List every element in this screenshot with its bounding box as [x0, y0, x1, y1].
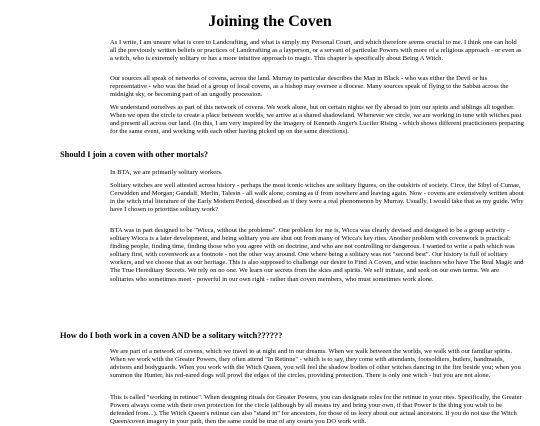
section-heading: How do I both work in a coven AND be a solitary witch?????? [60, 331, 283, 340]
intro-paragraph: Our sources all speak of networks of covens, across the land. Murray in particular describes the Man in Black - who was either the Devil or his representative - who was the head of a group of local covens, as a bishop may oversee a diocese. Many sources speak of flying to the Sabbat across the midnight sky, or becoming part of an ungodly procession. [110, 75, 509, 99]
section-paragraph: Solitary witches are well attested across history - perhaps the most iconic witches are solitary figures, on the outskirts of society. Circe, the Sibyl of Cumae, Cerwidden and Morgan; Gandalf, Merlin, Talesin - all walk alone, coming as if from nowhere and leaving again. Now - covens are extensively written about in the witch trial literature of the Early Modern Period, described as if they were a real phenomenon by Murray. Usually, I would take that as my guide. Why have I chosen to prioritise solitary work? [110, 182, 524, 214]
section-paragraph: In BTA, we are primarily solitary workers. [110, 169, 223, 176]
intro-paragraph: We understand ourselves as part of this network of covens. We work alone, but on certain nights we fly abroad to join our spirits and siblings all together. When we open the circle to create a place between worlds, we arrive at a shared shadowland. Whenever we circle, we are working in tune with witches past and present all across our land. (In this, I am very inspired by the imagery of Kenneth Anger's Lucifer Rising - which shows different practicioners preparing for the same event, and working with each other having picked up on the same directions). [110, 104, 524, 136]
intro-paragraph: As I write, I am unsure what is core to Landcrafting, and what is simply my Personal Court, and which therefore seems crucial to me. I think one can hold all the previously written beliefs or practices of Landcrafting as a layperson, or a servant of particular Powers with more of a religious approach - or even as a witch, who is extremely solitary or has a more intuitive approach to magic. This chapter is specifically about Being A Witch. [110, 39, 522, 63]
page-title: Joining the Coven [208, 13, 332, 30]
section-heading: Should I join a coven with other mortals? [60, 150, 209, 159]
section-paragraph: We are part of a network of covens, which we travel to at night and in our dreams. When we walk between the worlds, we walk with our familiar spirits. When we work with the Greater Powers, they often attend "In Retinue" - which is to say, they come with attendants, footsoldiers, butlers, handmaids, advisors and bodyguards. When you work with the Witch Queen, you will feel the shadow bodies of other witches dancing in the fire beside you; when you summon the Hunter, his red-eared dogs will prowl the edges of the circles, providing protection. There is only one witch - but you are not alone. [110, 348, 521, 380]
section-paragraph: This is called "working in retinue". When designing rituals for Greater Powers, you can designate roles for the retinue in your rites. Specifically, the Greater Powers always come with their own protection for the circle (although by all means try and bring your own, if that Power is the thing you wish to be defended from...). The Witch Queen's retinue can also "stand in" for ancestors, for those of us leery about our actual ancestors. If you do not use the Witch Queen/coven imagery in your path, then the same could be true of any courts you DO work with. [110, 394, 522, 426]
section-paragraph: BTA was in part designed to be "Wicca, without the problems". One problem for me is, Wicca was clearly devised and designed to be a group activity - solitary Wicca is a later development, and being solitary you are shut out from many of Wicca's key rites. Another problem with covenwork is practical: finding people, finding time, finding those who you agree with on doctrine, and who are not controlling or dangerous. I wanted to write a path which was solitary first, with covenwork as a footnote - not the other way around. One where being a solitary was not "second best". Our history is full of solitary workers, and we choose that as our heritage. This is also supposed to challenge our desire to Find A Coven, and wise teachers who have The Real Magic and The True Hereditary Secrets. We rely on no one. We learn our secrets from the skies and spirits. We self initiate, and seek on our own terms. We are solitaries who sometimes meet - powerful in our own right - rather than coven members, who must sometimes work alone. [110, 227, 524, 283]
